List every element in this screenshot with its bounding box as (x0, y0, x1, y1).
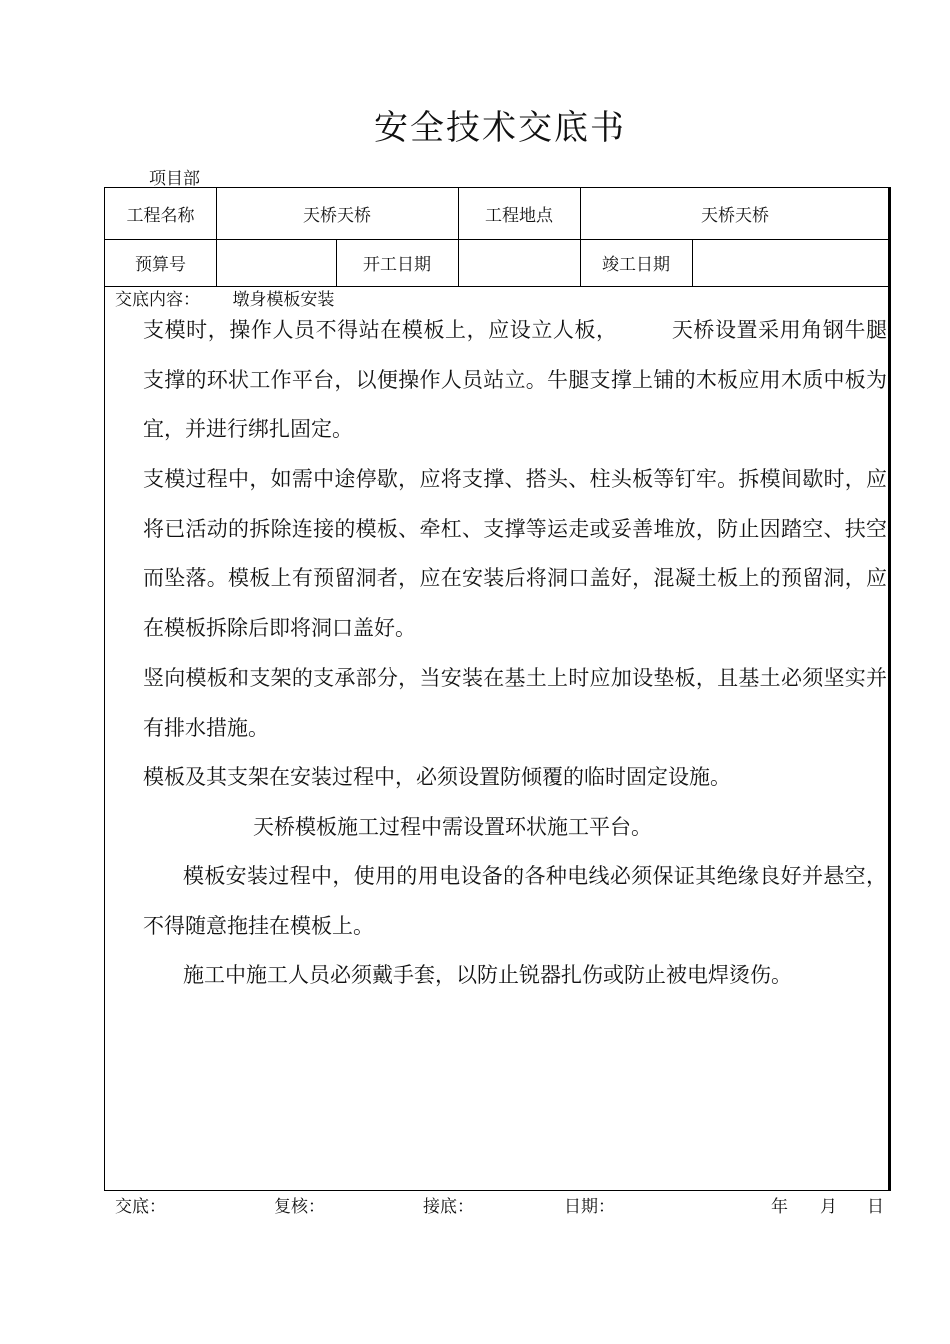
content-paragraph: 竖向模板和支架的支承部分，当安装在基土上时应加设垫板，且基土必须坚实并有排水措施。 (143, 666, 887, 740)
document-title: 安全技术交底书 (374, 108, 626, 148)
review-signature-label: 复核： (274, 1197, 325, 1217)
content-paragraph: 支模时，操作人员不得站在模板上，应设立人板， 天桥设置采用角钢牛腿支撑的环状工作平台，以便操作人员站立。牛腿支撑上铺的木板应用木质中板为宜，并进行绑扎固定。 (143, 318, 887, 441)
handover-signature-label: 交底： (115, 1197, 166, 1217)
content-paragraph: 模板安装过程中，使用的用电设备的各种电线必须保证其绝缘良好并悬空，不得随意拖挂在模板上。 (143, 864, 887, 938)
content-paragraph: 施工中施工人员必须戴手套，以防止锐器扎伤或防止被电焊烫伤。 (183, 963, 792, 987)
date-year-label: 年 (771, 1197, 788, 1217)
content-paragraph: 天桥模板施工过程中需设置环状施工平台。 (253, 815, 652, 839)
completion-date-value (692, 239, 890, 286)
budget-no-label: 预算号 (135, 255, 186, 275)
content-topic: 墩身模板安装 (232, 290, 335, 310)
date-label: 日期： (564, 1197, 615, 1217)
content-label: 交底内容： (115, 290, 200, 310)
project-dept-label: 项目部 (149, 169, 200, 189)
project-name-label: 工程名称 (126, 206, 195, 226)
date-day-label: 日 (867, 1197, 884, 1217)
completion-date-label: 竣工日期 (602, 255, 670, 275)
date-month-label: 月 (820, 1197, 837, 1217)
content-paragraph: 支模过程中，如需中途停歇，应将支撑、搭头、柱头板等钉牢。拆模间歇时，应将已活动的拆除连接的模板、牵杠、支撑等运走或妥善堆放，防止因踏空、扶空而坠落。模板上有预留洞者，应在安装后将洞口盖好，混凝土板上的预留洞，应在模板拆除后即将洞口盖好。 (143, 467, 887, 640)
location-value: 天桥天桥 (701, 206, 769, 226)
receive-signature-label: 接底： (423, 1197, 474, 1217)
content-paragraph: 模板及其支架在安装过程中，必须设置防倾覆的临时固定设施。 (143, 765, 731, 789)
start-date-label: 开工日期 (363, 255, 431, 275)
start-date-value (458, 239, 580, 286)
budget-no-value (216, 239, 336, 286)
project-name-value: 天桥天桥 (303, 206, 371, 226)
location-label: 工程地点 (485, 206, 553, 226)
